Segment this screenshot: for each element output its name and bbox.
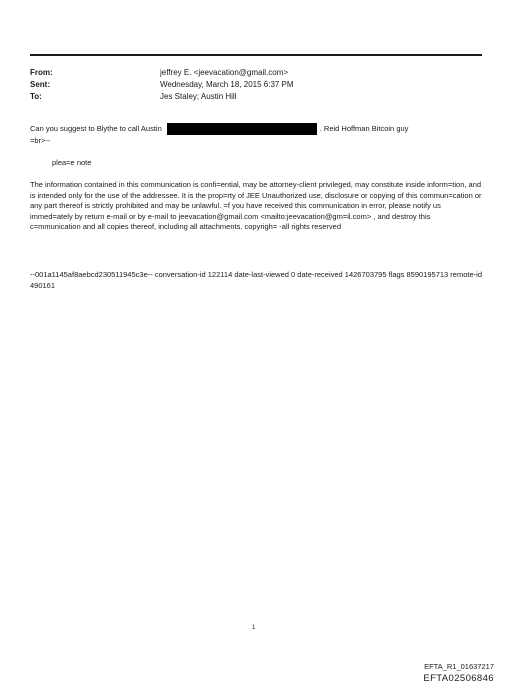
redaction-box — [167, 123, 317, 135]
from-label: From: — [30, 68, 53, 77]
from-value: jeffrey E. <jeevacation@gmail.com> — [160, 68, 289, 77]
disclaimer-paragraph: The information contained in this communication is confi=ential, may be attorney-client privileged, may constitute inside inform=tion, and is intended only for the use of the addressee. It is the prop=rty of JEE Unauthorized use, disclosure or copying of this commun=cation or any part thereof is strictly prohibited and may be unlawful. =f you have received this communication in error, please notify us immed=ately by return e-mail or by e-mail to jeevacation@gmail.com <mailto:jeevacation@gm=il.com> , and destroy this c=mmunication and all copies thereof, including all attachments. copyrigh= -all rights reserved — [30, 180, 482, 231]
email-header — [30, 67, 294, 103]
br-line: =br>-- — [30, 136, 51, 145]
efta-id-small: EFTA_R1_01637217 — [424, 662, 494, 671]
from-row — [30, 67, 294, 79]
sent-label: Sent: — [30, 80, 50, 89]
sent-row — [30, 79, 294, 91]
message-text-before: Can you suggest to Blythe to call Austin — [30, 123, 162, 133]
to-label: To: — [30, 92, 42, 101]
please-note: plea=e note — [52, 158, 92, 167]
message-line — [30, 123, 482, 135]
efta-id-large: EFTA02506846 — [423, 673, 494, 684]
header-divider — [30, 54, 482, 56]
page-number: 1 — [252, 625, 256, 631]
sent-value: Wednesday, March 18, 2015 6:37 PM — [160, 80, 294, 89]
message-text-after: . Reid Hoffman Bitcoin guy — [319, 123, 409, 133]
to-row — [30, 91, 294, 103]
metadata-line: --001a1145af8aebcd230511945c3e-- conversation-id 122114 date-last-viewed 0 date-received 1426703795 flags 8590195713 remote-id 490161 — [30, 270, 482, 290]
to-value: Jes Staley; Austin Hill — [160, 92, 237, 101]
